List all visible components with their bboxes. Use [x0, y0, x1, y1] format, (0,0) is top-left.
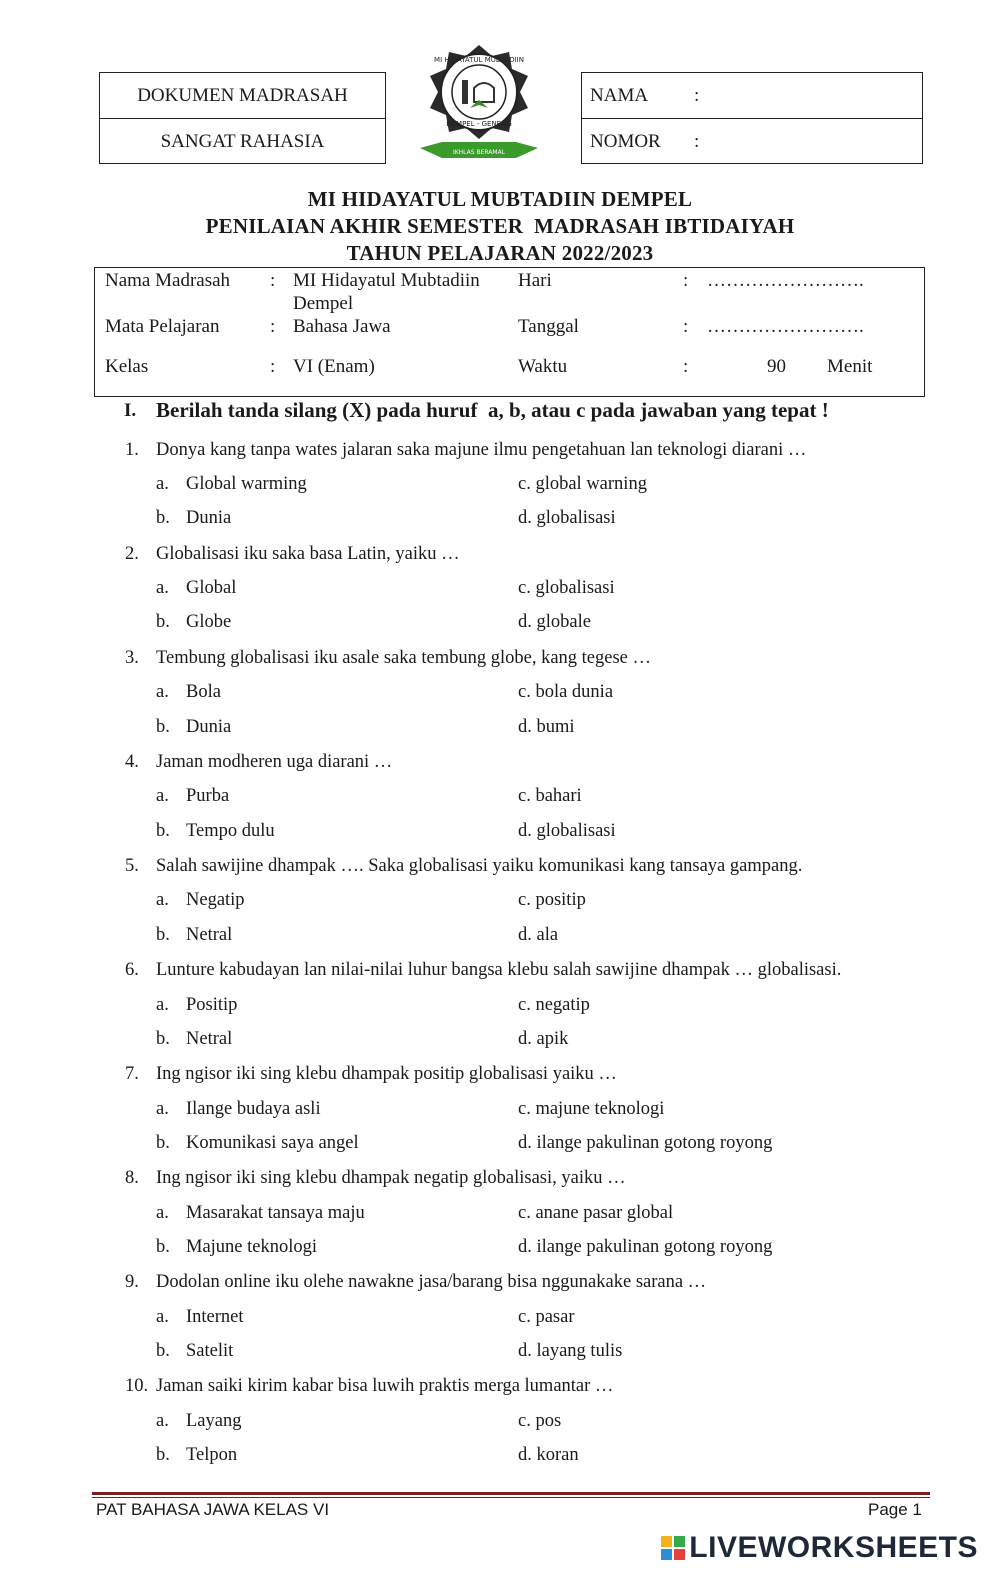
option-d[interactable]: d. apik [518, 1029, 569, 1049]
option-a[interactable]: Internet [186, 1307, 244, 1327]
option-a-prefix: a. [156, 1411, 169, 1431]
option-c[interactable]: c. global warning [518, 474, 647, 494]
colon: : [683, 316, 689, 337]
question-text: Ing ngisor iki sing klebu dhampak positip globalisasi yaiku … [156, 1064, 617, 1084]
option-b[interactable]: Satelit [186, 1341, 234, 1361]
option-b-prefix: b. [156, 821, 170, 841]
option-b[interactable]: Komunikasi saya angel [186, 1133, 359, 1153]
option-a[interactable]: Bola [186, 682, 221, 702]
option-c[interactable]: c. majune teknologi [518, 1099, 665, 1119]
option-c[interactable]: c. bola dunia [518, 682, 614, 702]
subject-label: Mata Pelajaran [105, 316, 220, 337]
option-d[interactable]: d. globalisasi [518, 508, 616, 528]
day-value[interactable]: ……………………. [707, 270, 864, 291]
question-text: Globalisasi iku saka basa Latin, yaiku … [156, 544, 460, 564]
option-d[interactable]: d. ala [518, 925, 559, 945]
question-number: 2. [125, 544, 139, 564]
question-number: 10. [125, 1376, 149, 1396]
option-a-prefix: a. [156, 1099, 169, 1119]
option-b[interactable]: Dunia [186, 508, 232, 528]
question-number: 7. [125, 1064, 139, 1084]
svg-text:MI HIDAYATUL MUBTADIIN: MI HIDAYATUL MUBTADIIN [434, 56, 524, 64]
school-name-label: Nama Madrasah [105, 270, 231, 291]
option-a-prefix: a. [156, 1203, 169, 1223]
option-b[interactable]: Globe [186, 612, 232, 632]
option-b[interactable]: Tempo dulu [186, 821, 275, 841]
option-a-prefix: a. [156, 995, 169, 1015]
option-c[interactable]: c. negatip [518, 995, 590, 1015]
option-b[interactable]: Majune teknologi [186, 1237, 318, 1257]
option-d[interactable]: d. ilange pakulinan gotong royong [518, 1237, 773, 1257]
liveworksheets-text: LIVEWORKSHEETS [689, 1531, 978, 1564]
name-field-label[interactable] [590, 73, 920, 118]
option-b-prefix: b. [156, 1029, 170, 1049]
name-colon: : [694, 84, 700, 106]
class-label: Kelas [105, 356, 149, 377]
subject-value: Bahasa Jawa [293, 316, 391, 337]
document-label-box [99, 72, 386, 164]
option-d[interactable]: d. koran [518, 1445, 579, 1465]
question-text: Lunture kabudayan lan nilai-nilai luhur bangsa klebu salah sawijine dhampak … globalisasi. [156, 960, 842, 980]
question-text: Tembung globalisasi iku asale saka tembung globe, kang tegese … [156, 648, 652, 668]
question-text: Ing ngisor iki sing klebu dhampak negatip globalisasi, yaiku … [156, 1168, 626, 1188]
option-b-prefix: b. [156, 508, 170, 528]
footer-rule [92, 1492, 930, 1495]
time-value: 90 [767, 356, 786, 377]
option-a[interactable]: Positip [186, 995, 238, 1015]
name-label: NAMA [590, 84, 649, 106]
footer-left: PAT BAHASA JAWA KELAS VI [96, 1500, 330, 1519]
question-number: 6. [125, 960, 139, 980]
question-text: Salah sawijine dhampak …. Saka globalisasi yaiku komunikasi kang tansaya gampang. [156, 856, 803, 876]
option-a[interactable]: Negatip [186, 890, 245, 910]
option-d[interactable]: d. globalisasi [518, 821, 616, 841]
option-b[interactable]: Dunia [186, 717, 232, 737]
confidential-label: SANGAT RAHASIA [160, 130, 325, 152]
option-b-prefix: b. [156, 717, 170, 737]
option-a[interactable]: Layang [186, 1411, 242, 1431]
colon: : [270, 316, 276, 337]
question-number: 5. [125, 856, 139, 876]
number-field-label[interactable] [590, 119, 920, 164]
colon: : [270, 270, 276, 291]
option-a-prefix: a. [156, 578, 169, 598]
year-title: TAHUN PELAJARAN 2022/2023 [346, 241, 654, 265]
number-colon: : [694, 130, 700, 152]
option-c[interactable]: c. pasar [518, 1307, 575, 1327]
option-a-prefix: a. [156, 1307, 169, 1327]
colon: : [270, 356, 276, 377]
option-d[interactable]: d. ilange pakulinan gotong royong [518, 1133, 773, 1153]
liveworksheets-logo[interactable] [661, 1531, 978, 1565]
option-a[interactable]: Global [186, 578, 237, 598]
option-a-prefix: a. [156, 786, 169, 806]
question-text: Jaman saiki kirim kabar bisa luwih praktis merga lumantar … [156, 1376, 614, 1396]
school-name-value: MI Hidayatul Mubtadiin [293, 270, 480, 291]
question-number: 4. [125, 752, 139, 772]
time-label: Waktu [518, 356, 568, 377]
option-b[interactable]: Netral [186, 1029, 233, 1049]
option-c[interactable]: c. globalisasi [518, 578, 615, 598]
option-a[interactable]: Global warming [186, 474, 307, 494]
footer-page-number: Page 1 [868, 1500, 922, 1519]
section-number: I. [124, 400, 137, 421]
section-instruction: Berilah tanda silang (X) pada huruf a, b, atau c pada jawaban yang tepat ! [156, 398, 829, 422]
option-b-prefix: b. [156, 1445, 170, 1465]
question-number: 3. [125, 648, 139, 668]
exam-title: PENILAIAN AKHIR SEMESTER MADRASAH IBTIDAIYAH [205, 214, 795, 238]
document-label: DOKUMEN MADRASAH [137, 84, 348, 106]
svg-text:DEMPEL - GENENG: DEMPEL - GENENG [446, 120, 512, 128]
option-b-prefix: b. [156, 1237, 170, 1257]
option-c[interactable]: c. anane pasar global [518, 1203, 674, 1223]
option-b-prefix: b. [156, 612, 170, 632]
option-c[interactable]: c. bahari [518, 786, 582, 806]
option-d[interactable]: d. layang tulis [518, 1341, 623, 1361]
time-unit: Menit [827, 356, 873, 377]
option-a-prefix: a. [156, 474, 169, 494]
date-label: Tanggal [518, 316, 579, 337]
question-number: 1. [125, 440, 139, 460]
question-number: 9. [125, 1272, 139, 1292]
school-title: MI HIDAYATUL MUBTADIIN DEMPEL [307, 187, 693, 211]
option-a-prefix: a. [156, 890, 169, 910]
option-b[interactable]: Telpon [186, 1445, 238, 1465]
option-d[interactable]: d. globale [518, 612, 591, 632]
number-label: NOMOR [590, 130, 661, 152]
option-d[interactable]: d. bumi [518, 717, 575, 737]
question-text: Dodolan online iku olehe nawakne jasa/barang bisa nggunakake sarana … [156, 1272, 707, 1292]
option-a[interactable]: Masarakat tansaya maju [186, 1203, 365, 1223]
option-b-prefix: b. [156, 1133, 170, 1153]
madrasah-logo [412, 42, 546, 166]
option-b[interactable]: Netral [186, 925, 233, 945]
option-c[interactable]: c. positip [518, 890, 586, 910]
question-number: 8. [125, 1168, 139, 1188]
liveworksheets-icon [661, 1536, 685, 1560]
class-value: VI (Enam) [293, 356, 375, 377]
option-a-prefix: a. [156, 682, 169, 702]
school-name-value-2: Dempel [293, 293, 354, 314]
student-identity-box [581, 72, 923, 164]
date-value[interactable]: ……………………. [707, 316, 864, 337]
option-c[interactable]: c. pos [518, 1411, 562, 1431]
option-b-prefix: b. [156, 1341, 170, 1361]
colon: : [683, 356, 689, 377]
question-text: Jaman modheren uga diarani … [156, 752, 393, 772]
question-text: Donya kang tanpa wates jalaran saka majune ilmu pengetahuan lan teknologi diarani … [156, 440, 807, 460]
footer-rule-thin [92, 1497, 930, 1498]
option-b-prefix: b. [156, 925, 170, 945]
day-label: Hari [518, 270, 552, 291]
option-a[interactable]: Ilange budaya asli [186, 1099, 321, 1119]
colon: : [683, 270, 689, 291]
option-a[interactable]: Purba [186, 786, 230, 806]
svg-text:IKHLAS BERAMAL: IKHLAS BERAMAL [452, 149, 506, 156]
